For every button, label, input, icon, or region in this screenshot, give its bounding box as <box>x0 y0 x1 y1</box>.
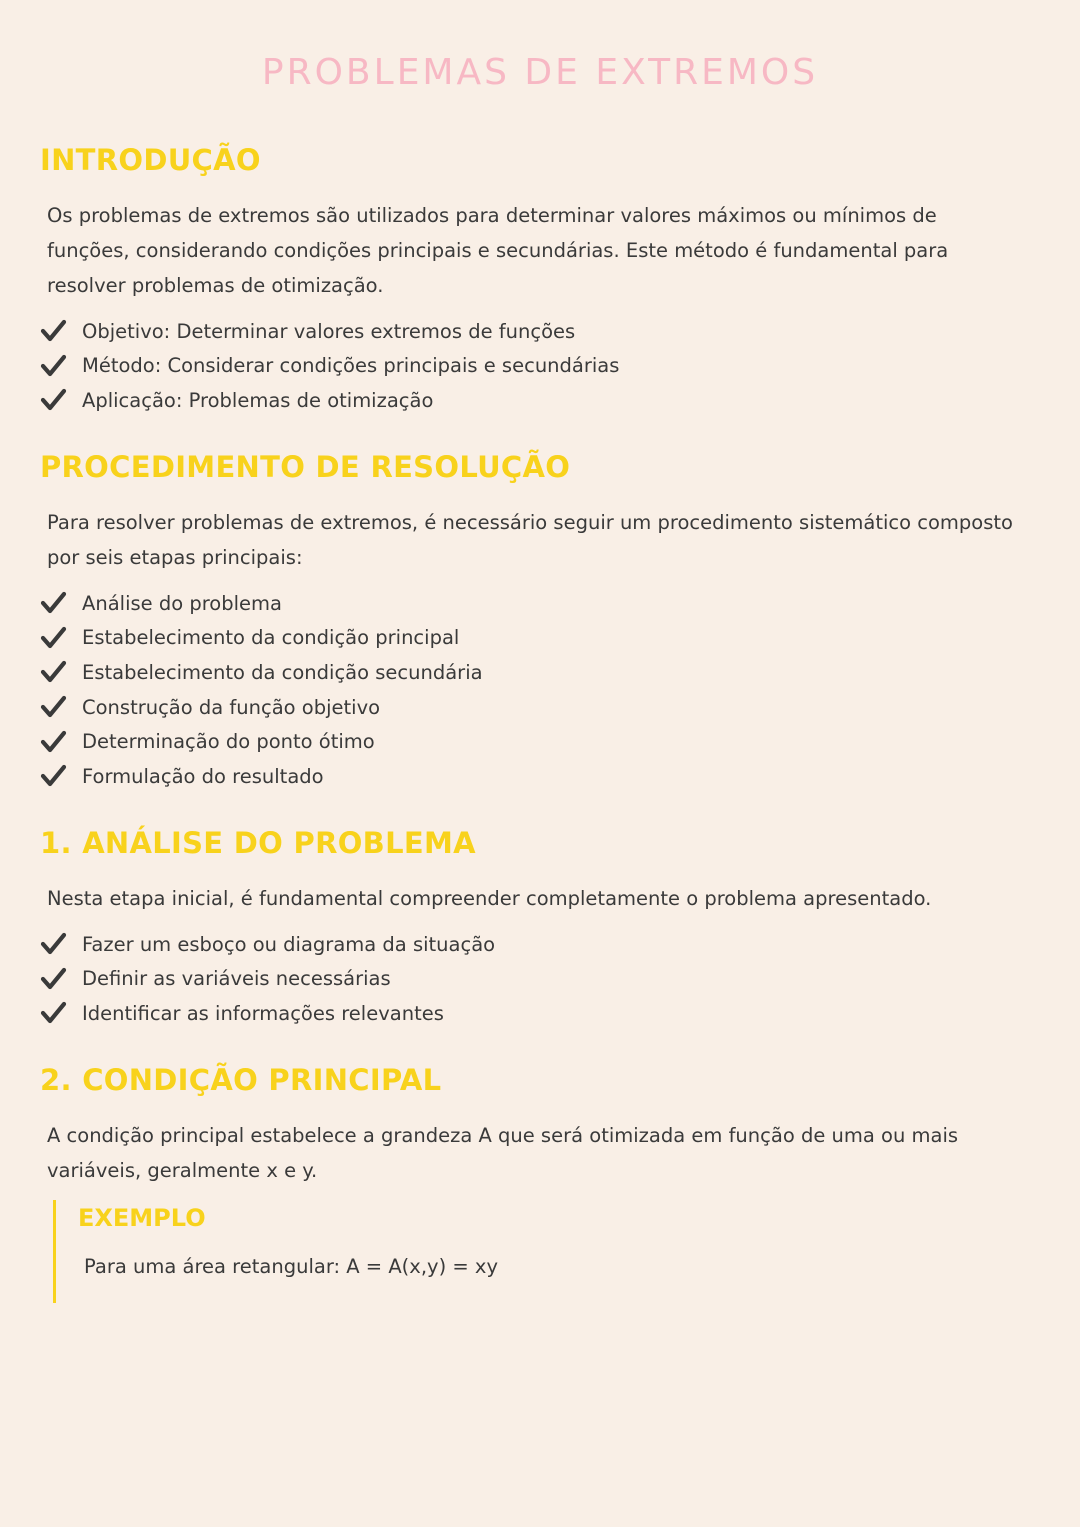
list-item <box>40 349 619 384</box>
list-item <box>40 314 619 349</box>
list-item-label: Aplicação: Problemas de otimização <box>82 388 434 412</box>
section-text-procedimento: Para resolver problemas de extremos, é necessário seguir um procedimento sistemático composto por seis etapas principais: <box>47 511 1013 569</box>
example-label: EXEMPLO <box>78 1204 206 1232</box>
list-item <box>40 996 495 1031</box>
section-text-introducao: Os problemas de extremos são utilizados para determinar valores máximos ou mínimos de funções, considerando condições principais e secundárias. Este método é fundamental para resolver problemas de otimização. <box>47 204 949 297</box>
document-title: PROBLEMAS DE EXTREMOS <box>261 52 819 93</box>
list-item-label: Método: Considerar condições principais e secundárias <box>82 354 620 378</box>
check-icon <box>40 590 68 616</box>
list-item-label: Definir as variáveis necessárias <box>82 967 391 991</box>
list-item-label: Estabelecimento da condição principal <box>82 626 460 650</box>
section-text-condicao-principal: A condição principal estabelece a grandeza A que será otimizada em função de uma ou mais variáveis, geralmente x e y. <box>47 1124 959 1182</box>
check-icon <box>40 1000 68 1026</box>
check-icon <box>40 931 68 957</box>
list-item-label: Estabelecimento da condição secundária <box>82 660 483 684</box>
list-item <box>40 621 483 656</box>
checklist-analise <box>40 927 495 1031</box>
example-callout <box>53 1200 656 1303</box>
list-item-label: Formulação do resultado <box>82 764 324 788</box>
check-icon <box>40 763 68 789</box>
list-item <box>40 655 483 690</box>
list-item <box>40 690 483 725</box>
list-item <box>40 759 483 794</box>
checklist-procedimento <box>40 586 483 794</box>
list-item <box>40 383 619 418</box>
list-item-label: Objetivo: Determinar valores extremos de funções <box>82 319 576 343</box>
list-item <box>40 724 483 759</box>
section-text-analise: Nesta etapa inicial, é fundamental compreender completamente o problema apresentado. <box>47 887 932 910</box>
list-item-label: Identificar as informações relevantes <box>82 1001 444 1025</box>
list-item <box>40 586 483 621</box>
list-item-label: Fazer um esboço ou diagrama da situação <box>82 932 496 956</box>
list-item-label: Determinação do ponto ótimo <box>82 730 375 754</box>
section-heading-condicao-principal: 2. CONDIÇÃO PRINCIPAL <box>40 1063 442 1097</box>
section-heading-analise: 1. ANÁLISE DO PROBLEMA <box>40 826 476 860</box>
section-heading-procedimento: PROCEDIMENTO DE RESOLUÇÃO <box>40 450 571 484</box>
example-formula: Para uma área retangular: A = A(x,y) = xy <box>84 1255 498 1278</box>
list-item <box>40 927 495 962</box>
section-heading-introducao: INTRODUÇÃO <box>40 143 261 177</box>
check-icon <box>40 694 68 720</box>
check-icon <box>40 387 68 413</box>
check-icon <box>40 729 68 755</box>
check-icon <box>40 625 68 651</box>
check-icon <box>40 659 68 685</box>
check-icon <box>40 318 68 344</box>
check-icon <box>40 353 68 379</box>
list-item-label: Construção da função objetivo <box>82 695 381 719</box>
list-item <box>40 962 495 997</box>
list-item-label: Análise do problema <box>82 591 282 615</box>
check-icon <box>40 966 68 992</box>
checklist-introducao <box>40 314 619 418</box>
